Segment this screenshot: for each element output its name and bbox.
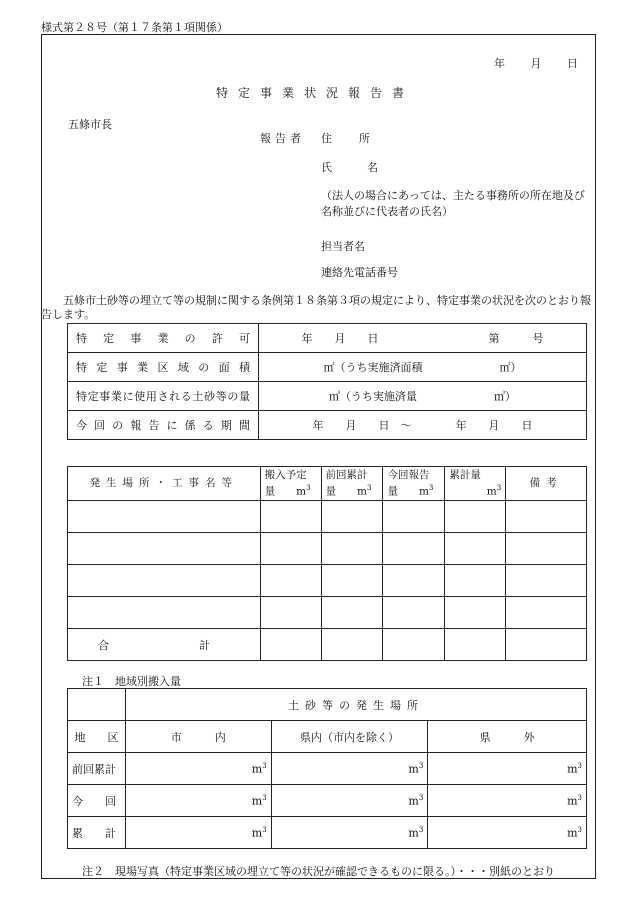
date-month: 月	[530, 57, 542, 70]
volume-label: 特定事業に使用される土砂等の量	[68, 382, 259, 411]
total-label: 合 計	[68, 629, 261, 661]
table-row	[68, 353, 587, 382]
city-header: 市 内	[125, 721, 271, 753]
table-header-row	[68, 721, 587, 753]
source-site-table	[67, 466, 587, 661]
contact-phone-label: 連絡先電話番号	[321, 266, 398, 279]
row-label: 前回累計	[68, 753, 126, 785]
source-location-header: 土砂等の発生場所	[125, 689, 586, 721]
form-number: 様式第２８号（第１７条第１項関係）	[41, 21, 228, 34]
total-row	[68, 629, 587, 661]
date-day: 日	[567, 57, 578, 70]
reporter-address-label: 住 所	[321, 132, 378, 145]
site-header: 発生場所・工事名等	[68, 467, 261, 501]
previous-header: 前回累計 量 $m^3$	[321, 467, 383, 501]
table-header-row	[68, 689, 587, 721]
addressee: 五條市長	[68, 118, 112, 131]
report-date	[472, 55, 578, 71]
note-2: 注２ 現場写真（特定事業区域の埋立て等の状況が確認できるものに限る。）・・・別紙のとおり	[82, 865, 555, 878]
table-row	[68, 533, 587, 565]
table-row: 今 回 $m^3$ $m^3$ $m^3$	[68, 785, 587, 817]
area-header: 地 区	[68, 721, 126, 753]
table-row: 前回累計 $m^3$ $m^3$ $m^3$	[68, 753, 587, 785]
reporter-name-label: 氏 名	[321, 161, 390, 174]
permit-label: 特定事業の許可	[68, 324, 259, 353]
contact-person-label: 担当者名	[321, 240, 365, 253]
date-year: 年	[494, 57, 505, 70]
table-row	[68, 324, 587, 353]
row-label: 累 計	[68, 817, 126, 849]
remarks-header: 備考	[506, 467, 587, 501]
volume-value: ㎥（うち実施済量 ㎥）	[259, 382, 587, 411]
period-value: 年 月 日 〜 年 月 日	[259, 411, 587, 440]
table-row	[68, 565, 587, 597]
prefecture-header: 県内（市内を除く）	[271, 721, 428, 753]
area-value: ㎡（うち実施済面積 ㎡）	[259, 353, 587, 382]
planned-header: 搬入予定 量 $m^3$	[260, 467, 321, 501]
period-label: 今回の報告に係る期間	[68, 411, 259, 440]
note-1: 注１ 地域別搬入量	[82, 675, 181, 688]
project-info-table	[67, 323, 587, 440]
regional-intake-table	[67, 688, 587, 849]
corporation-note: （法人の場合にあっては、主たる事務所の所在地及び名称並びに代表者の氏名）	[321, 189, 585, 218]
permit-value: 年 月 日 第 号	[259, 324, 587, 353]
table-row	[68, 382, 587, 411]
area-label: 特定事業区域の面積	[68, 353, 259, 382]
table-row	[68, 411, 587, 440]
cumulative-header: 累計量 $m^3$	[445, 467, 506, 501]
reporter-label: 報告者	[260, 132, 305, 145]
table-row	[68, 597, 587, 629]
table-row	[68, 501, 587, 533]
outside-header: 県 外	[428, 721, 587, 753]
table-row: 累 計 $m^3$ $m^3$ $m^3$	[68, 817, 587, 849]
current-header: 今回報告 量 $m^3$	[383, 467, 445, 501]
table-header-row	[68, 467, 587, 501]
page-title: 特定事業状況報告書	[215, 86, 414, 100]
row-label: 今 回	[68, 785, 126, 817]
report-statement: 五條市土砂等の埋立て等の規制に関する条例第１８条第３項の規定により、特定事業の状況を次のとおり報告します。	[41, 294, 591, 321]
